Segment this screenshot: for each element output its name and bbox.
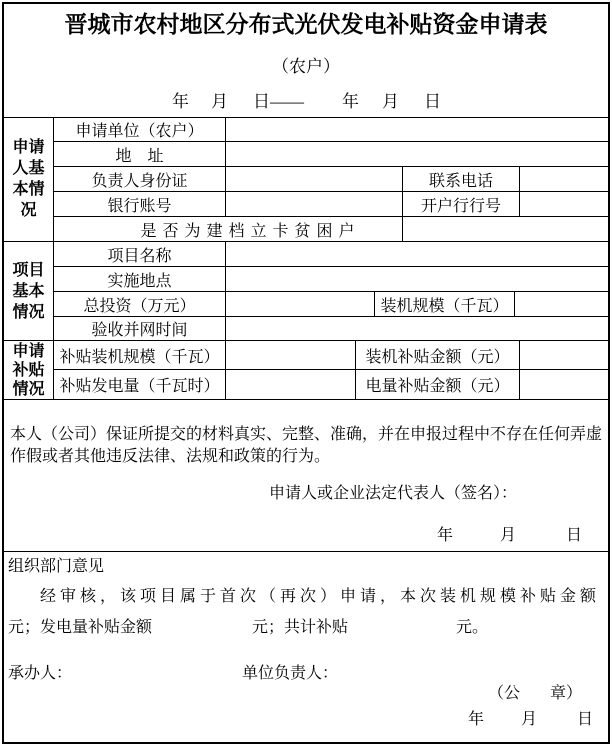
project-location-value: [226, 267, 608, 292]
applicant-id-label: 负责人身份证: [54, 167, 226, 192]
opinion-amounts-line: [8, 618, 488, 638]
applicant-poverty-label: 是否为建档立卡贫困户: [54, 217, 403, 242]
section-applicant-header: [4, 117, 54, 242]
opinion-date-line: [468, 710, 593, 730]
declaration-date-day: 日: [565, 527, 582, 544]
opinion-seal-label: [488, 684, 582, 704]
section-subsidy-header: [4, 341, 54, 400]
opinion-amount3-label: 元。: [456, 619, 489, 636]
subsidy-energy-label: 补贴发电量（千瓦时）: [54, 370, 226, 400]
opinion-unit-head-label: 单位负责人：: [242, 665, 339, 682]
declaration-block: [4, 400, 608, 552]
date-day-1: 日: [253, 92, 270, 111]
project-grid-time-label: 验收并网时间: [54, 317, 226, 341]
subsidy-energy-value: [226, 370, 356, 400]
applicant-bank-value: [226, 192, 403, 217]
section-applicant-header-line: 本情: [12, 181, 45, 198]
applicant-unit-value: [226, 117, 608, 142]
date-range-line: [172, 92, 441, 112]
subsidy-energy-amount-label: 电量补贴金额（元）: [356, 370, 520, 400]
section-applicant-header-line: 人基: [12, 160, 45, 177]
date-year-1: 年: [172, 92, 189, 111]
section-project-header-line: 项目: [12, 261, 45, 279]
subsidy-capacity-value: [226, 341, 356, 370]
declaration-date-year: 年: [436, 527, 453, 544]
date-month-1: 月: [211, 92, 228, 111]
project-capacity-value: [515, 292, 608, 317]
subsidy-energy-amount-value: [520, 370, 608, 400]
section-project-header-line: 情况: [12, 303, 45, 321]
applicant-branch-value: [520, 192, 608, 217]
opinion-handler-label: 承办人：: [8, 665, 73, 682]
project-name-value: [226, 242, 608, 267]
section-project-header-line: 基本: [12, 282, 45, 300]
opinion-title: 组织部门意见: [8, 558, 105, 575]
subsidy-capacity-amount-label: 装机补贴金额（元）: [356, 341, 520, 370]
applicant-poverty-value: [403, 217, 608, 242]
declaration-date-month: 月: [499, 527, 516, 544]
opinion-date-year: 年: [468, 711, 485, 728]
date-year-2: 年: [342, 92, 359, 111]
applicant-id-value: [226, 167, 403, 192]
applicant-address-label: 地 址: [54, 142, 226, 167]
section-project-header: [4, 242, 54, 341]
declaration-date-line: [437, 526, 582, 546]
applicant-phone-value: [520, 167, 608, 192]
project-grid-time-value: [226, 317, 608, 341]
section-subsidy-header-line: 申请: [12, 342, 45, 360]
section-applicant-header-line: 申请: [12, 139, 45, 156]
declaration-sign-label: 申请人或企业法定代表人（签名）：: [268, 485, 517, 502]
opinion-block: [4, 552, 608, 742]
declaration-text: 本人（公司）保证所提交的材料真实、完整、准确，并在申报过程中不存在任何弄虚作假或者其他违反法律、法规和政策的行为。: [10, 426, 603, 465]
opinion-amount1-label: 元；发电量补贴金额: [8, 619, 153, 636]
applicant-bank-label: 银行账号: [54, 192, 226, 217]
section-subsidy-header-line: 补贴: [12, 361, 45, 379]
project-investment-value: [226, 292, 375, 317]
opinion-date-month: 月: [521, 711, 538, 728]
seal-right-text: 章）: [550, 685, 583, 702]
applicant-address-value: [226, 142, 608, 167]
section-subsidy-header-line: 情况: [12, 380, 45, 398]
project-name-label: 项目名称: [54, 242, 226, 267]
date-dash: ——: [270, 92, 304, 111]
subsidy-capacity-label: 补贴装机规模（千瓦）: [54, 341, 226, 370]
date-day-2: 日: [424, 92, 441, 111]
page-subtitle: （农户）: [272, 57, 340, 76]
applicant-phone-label: 联系电话: [403, 167, 520, 192]
project-investment-label: 总投资（万元）: [54, 292, 226, 317]
date-month-2: 月: [382, 92, 399, 111]
seal-left-text: （公: [488, 685, 521, 702]
project-capacity-label: 装机规模（千瓦）: [375, 292, 515, 317]
opinion-review-line: 经审核，该项目属于首次（再次）申请，本次装机规模补贴金额: [40, 588, 601, 605]
applicant-branch-label: 开户行行号: [403, 192, 520, 217]
subsidy-capacity-amount-value: [520, 341, 608, 370]
page-title: 晋城市农村地区分布式光伏发电补贴资金申请表: [64, 12, 548, 37]
applicant-unit-label: 申请单位（农户）: [54, 117, 226, 142]
section-applicant-header-line: 况: [20, 202, 37, 219]
opinion-date-day: 日: [577, 711, 594, 728]
project-location-label: 实施地点: [54, 267, 226, 292]
opinion-amount2-label: 元；共计补贴: [252, 619, 349, 636]
